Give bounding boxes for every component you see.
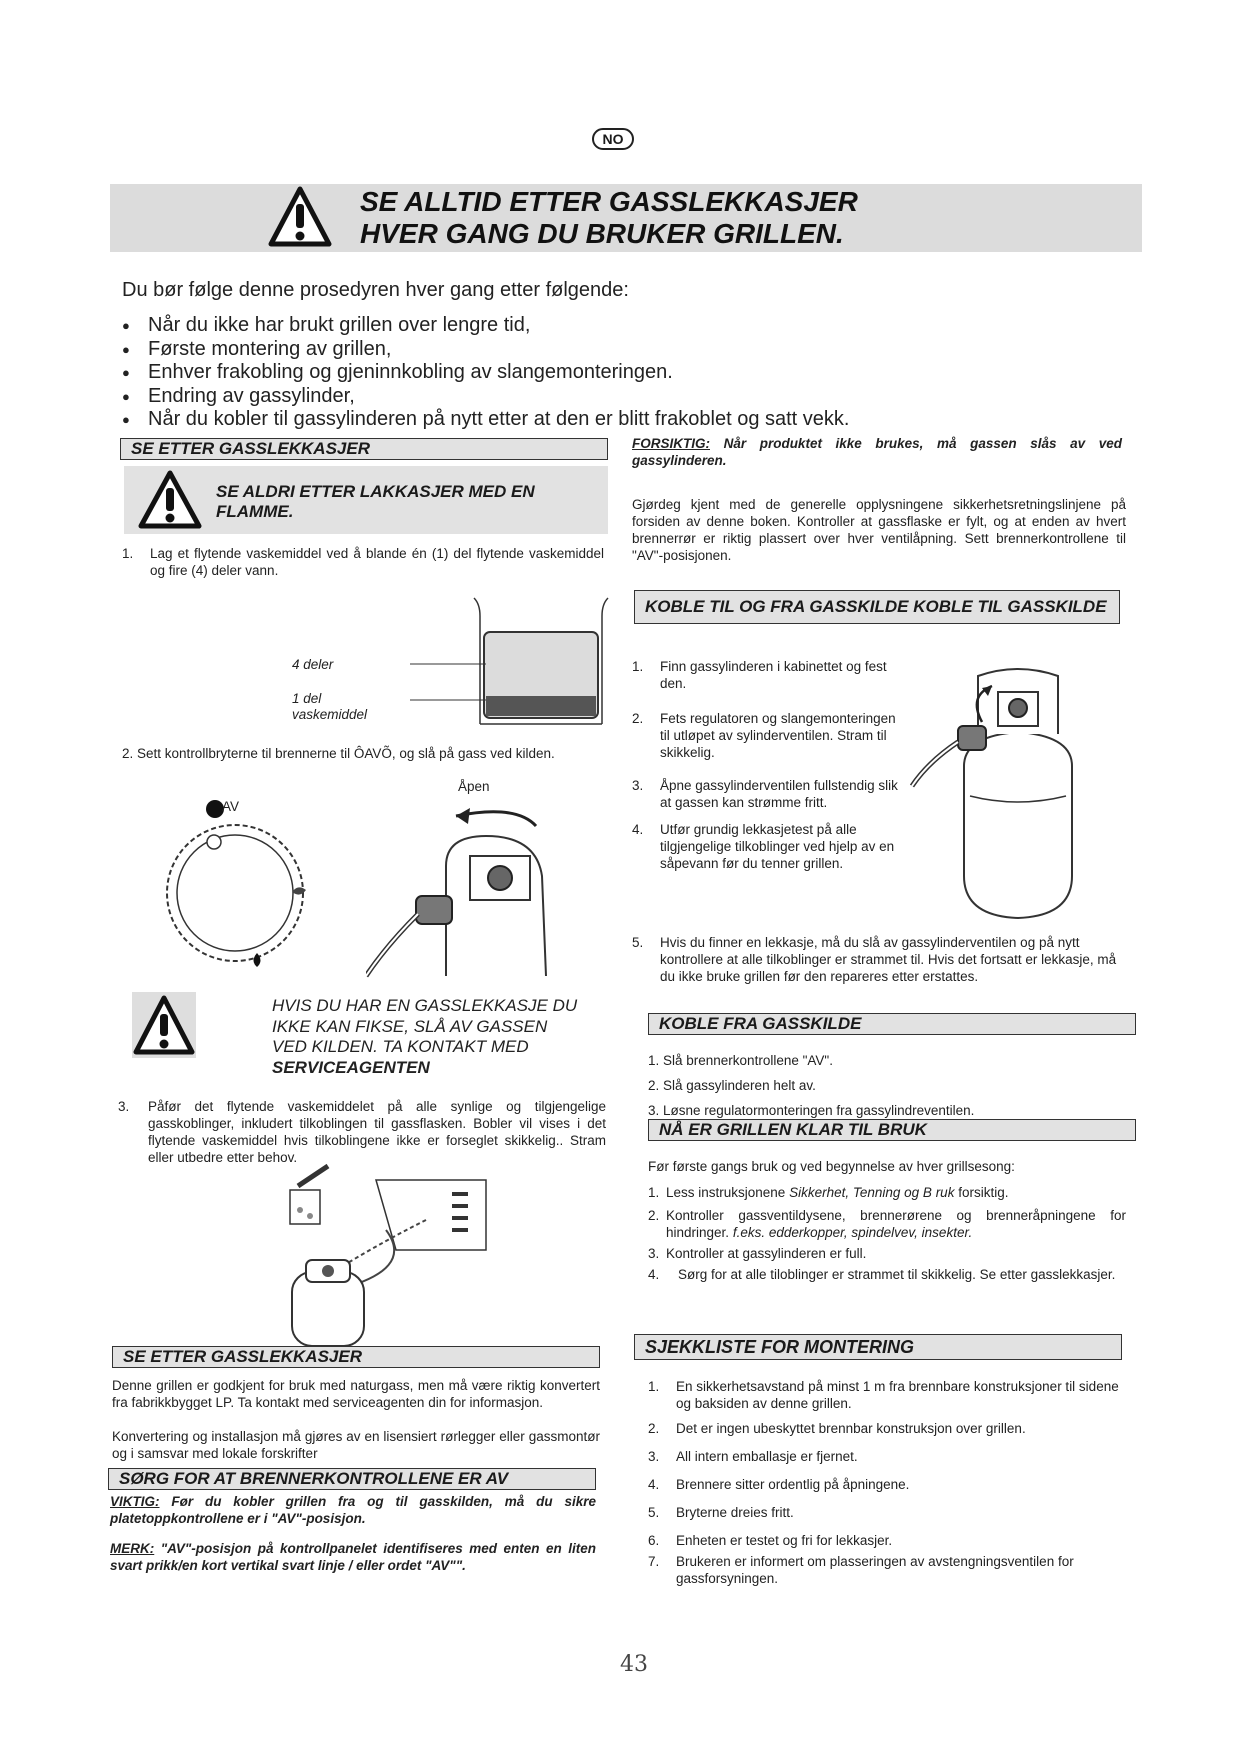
beaker-label-detergent: vaskemiddel [292, 707, 368, 722]
banner-title-line1: SE ALLTID ETTER GASSLEKKASJER [360, 186, 858, 217]
step-3 [118, 1098, 606, 1166]
caution-label: FORSIKTIG: [632, 436, 710, 451]
natural-gas-paragraph: Denne grillen er godkjent for bruk med naturgass, men må være riktig konvertert fra fabrikkbygget LP. Ta kontakt med serviceagenten din for informasjon. [112, 1378, 600, 1410]
section-title-burner-controls-off: SØRG FOR AT BRENNERKONTROLLENE ER AV [108, 1468, 596, 1490]
beaker-label-part1: 1 del [292, 691, 322, 706]
step-1 [122, 545, 604, 579]
list-item: 4. Sørg for at alle tiloblinger er strammet til skikkelig. Se etter gasslekkasjer. [648, 1267, 1116, 1282]
important-label: VIKTIG: [110, 1494, 160, 1509]
intro-bullet-list [122, 314, 849, 432]
av-note [110, 1540, 596, 1574]
list-item: 3. Kontroller at gassylinderen er full. [648, 1246, 867, 1261]
installation-paragraph: Konvertering og installasjon må gjøres av en lisensiert rørlegger eller gassmontør og i samsvar med lokale forskrifter [112, 1429, 600, 1461]
section-title-grill-ready: NÅ ER GRILLEN KLAR TIL BRUK [648, 1119, 1136, 1141]
section-title-connect-gas: KOBLE TIL OG FRA GASSKILDE KOBLE TIL GASSKILDE [634, 590, 1120, 624]
list-item: 1. Slå brennerkontrollene "AV". [648, 1053, 833, 1068]
caution-note [632, 435, 1122, 469]
list-item: 5. Bryterne dreies fritt. [648, 1505, 794, 1520]
list-item: 2. Kontroller gassventildysene, brennerørene og brenneråpningene for hindringer. f.eks. edderkopper, spindelvev, insekter. [648, 1208, 1126, 1240]
control-knob-illustration [160, 818, 310, 968]
warning-triangle-icon [268, 186, 332, 248]
flame-large-icon [250, 952, 264, 968]
list-item: 2. Det er ingen ubeskyttet brennbar konstruksjon over grillen. [648, 1421, 1026, 1436]
step-2 [122, 745, 612, 762]
assembly-checklist [648, 1378, 1126, 1591]
section-title-assembly-checklist: SJEKKLISTE FOR MONTERING [634, 1334, 1122, 1360]
valve-illustration [366, 796, 588, 996]
warning-triangle-icon [138, 470, 202, 530]
banner-title [360, 186, 858, 250]
beaker-leader-lines [410, 660, 486, 712]
list-item: 5. Hvis du finner en lekkasje, må du slå av gassylinderventilen og på nytt kontrollere at alle tilkoblinger er strammet til. Hvis det fortsatt er lekkasje, må du ikke bruke grillen før den repareres etter erstattes. [632, 935, 1117, 984]
list-item: 1. En sikkerhetsavstand på minst 1 m fra brennbare konstruksjoner til sidene og baksiden av denne grillen. [648, 1379, 1119, 1411]
knob-label: AV [222, 799, 240, 814]
list-item: 6. Enheten er testet og fri for lekkasjer. [648, 1533, 893, 1548]
valve-open-label: Åpen [458, 779, 490, 794]
step-text: Lag et flytende vaskemiddel ved å blande én (1) del flytende vaskemiddel og fire (4) deler vann. [150, 546, 604, 578]
connect-steps [632, 658, 904, 876]
banner-title-line2: HVER GANG DU BRUKER GRILLEN. [360, 218, 844, 249]
list-item: 3. Løsne regulatormonteringen fra gassylindreventilen. [648, 1103, 975, 1118]
warning-line: VED KILDEN. TA KONTAKT MED [272, 1037, 529, 1056]
note-label: MERK: [110, 1541, 155, 1556]
step-number: 3. [118, 1099, 130, 1114]
caution-text: Når produktet ikke brukes, må gassen slås av ved gassylinderen. [632, 436, 1122, 468]
list-item: 4. Brennere sitter ordentlig på åpningene. [648, 1477, 910, 1492]
section-title-check-leaks: SE ETTER GASSLEKKASJER [120, 438, 608, 460]
list-item: ● Når du ikke har brukt grillen over lengre tid, [122, 314, 849, 338]
list-item: ● Når du kobler til gassylinderen på nytt etter at den er blitt frakoblet og satt vekk. [122, 408, 849, 432]
ready-steps [648, 1184, 1126, 1287]
list-item: 1. Less instruksjonene Sikkerhet, Tenning og B ruk forsiktig. [648, 1185, 1009, 1200]
list-item: ● Enhver frakobling og gjeninnkobling av slangemonteringen. [122, 361, 849, 385]
general-info-paragraph: Gjørdeg kjent med de generelle opplysningene sikkerhetsretningslinjene på forsiden av denne boken. Kontroller at gassflaske er fylt, og at enden av hvert brennerrør er riktig plassert over hver ventilåpning. Sett brennerkontrollene til "AV"-posisjonen. [632, 497, 1126, 563]
list-item: ● Endring av gassylinder, [122, 385, 849, 409]
note-text: "AV"-posisjon på kontrollpanelet identifiseres med enten en liten svart prikk/en kort vertikal svart linje / eller ordet "AV"". [110, 1541, 596, 1573]
important-note [110, 1493, 596, 1527]
step-text: Sett kontrollbryterne til brennerne til ÔAVÕ, og slå på gass ved kilden. [137, 746, 555, 761]
ready-lead: Før første gangs bruk og ved begynnelse av hver grillsesong: [648, 1159, 1015, 1174]
list-item: 1. Finn gassylinderen i kabinettet og fest den. [632, 659, 887, 691]
flame-warning-text: SE ALDRI ETTER LAKKASJER MED EN FLAMME. [216, 482, 535, 521]
warning-line: IKKE KAN FIKSE, SLÅ AV GASSEN [272, 1016, 548, 1036]
section-title-disconnect: KOBLE FRA GASSKILDE [648, 1013, 1136, 1035]
step-text: Påfør det flytende vaskemiddelet på alle synlige og tilgjengelige gasskoblinger, inkludert tilkoblingen til gassflasken. Bobler vil vises i det flytende vaskemiddel hvis tilkoblingene ikke er forseglet skikkelig.. Stram eller utbedre etter behov. [148, 1099, 606, 1165]
warning-line: HVIS DU HAR EN GASSLEKKASJE DU [272, 996, 578, 1015]
list-item: 3. Åpne gassylinderventilen fullstendig slik at gassen kan strømme fritt. [632, 778, 898, 810]
step-number: 1. [122, 546, 134, 561]
important-text: Før du kobler grillen fra og til gasskilden, må du sikre platetoppkontrollene er i "AV"-posisjon. [110, 1494, 596, 1526]
connect-step-5 [632, 934, 1128, 989]
list-item: 4. Utfør grundig lekkasjetest på alle tilgjengelige tilkoblinger ved hjelp av en såpevann før du tenner grillen. [632, 822, 895, 871]
list-item: 3. All intern emballasje er fjernet. [648, 1449, 858, 1464]
list-item: 2. Fets regulatoren og slangemonteringen til utløpet av sylinderventilen. Stram til skikkelig. [632, 711, 896, 760]
beaker-label-parts: 4 deler [292, 657, 334, 672]
disconnect-steps [648, 1048, 974, 1123]
gas-cylinder-illustration [908, 666, 1128, 922]
list-item: 2. Slå gassylinderen helt av. [648, 1078, 816, 1093]
warning-triangle-icon [132, 992, 196, 1058]
leak-test-illustration [276, 1160, 498, 1350]
list-item: ● Første montering av grillen, [122, 338, 849, 362]
section-title-check-leaks-2: SE ETTER GASSLEKKASJER [112, 1346, 600, 1368]
beaker-illustration [466, 596, 616, 726]
gas-leak-warning-text [272, 996, 577, 1078]
list-item: 7. Brukeren er informert om plasseringen av avstengningsventilen for gassforsyningen. [648, 1554, 1074, 1586]
step-number: 2. [122, 746, 134, 761]
flame-small-icon [290, 884, 310, 900]
language-badge: NO [592, 128, 634, 150]
warning-line: SERVICEAGENTEN [272, 1057, 430, 1077]
intro-lead: Du bør følge denne prosedyren hver gang etter følgende: [122, 279, 629, 301]
page-number: 43 [620, 1652, 648, 1677]
